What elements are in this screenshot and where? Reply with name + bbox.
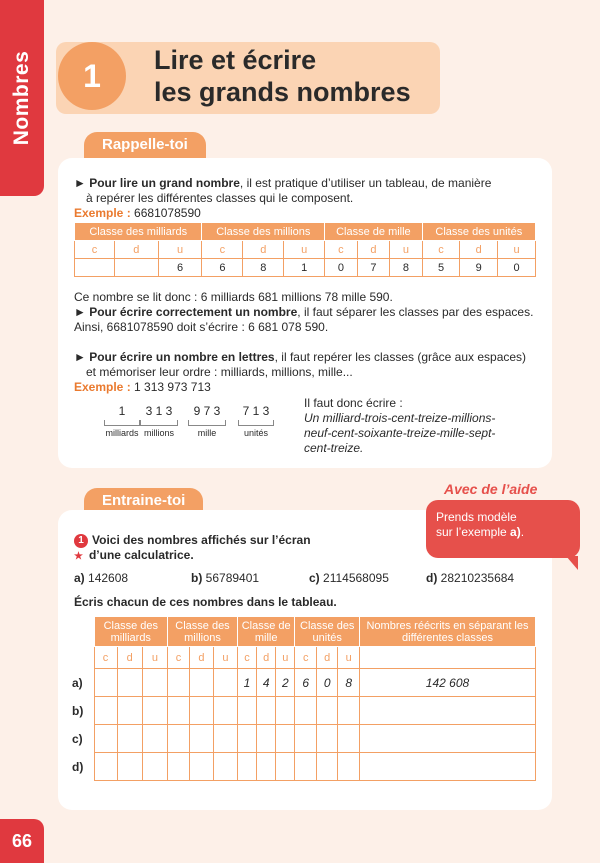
digit-cell[interactable] <box>94 697 117 725</box>
digit-cell[interactable] <box>117 697 142 725</box>
digit-cell[interactable] <box>257 753 276 781</box>
place-label: d <box>189 647 213 669</box>
help-title: Avec de l’aide <box>444 481 538 497</box>
class-group-units: 7 1 3 unités <box>238 404 274 438</box>
digit-cell[interactable] <box>213 669 237 697</box>
rappel-paragraph-3: ► Pour écrire un nombre en lettres, il faut repérer les classes (grâce aux espaces) et mémoriser leur ordre : milliards, millions, mille... <box>74 350 527 379</box>
digit-cell[interactable] <box>142 753 167 781</box>
rewritten-cell[interactable] <box>360 753 536 781</box>
digit-cell: 9 <box>460 259 498 277</box>
digit-cell[interactable] <box>117 725 142 753</box>
digit-cell: 0 <box>325 259 357 277</box>
digit-cell[interactable] <box>189 725 213 753</box>
written-example: Il faut donc écrire : Un milliard-trois-cent-treize-millions- neuf-cent-soixante-treize-mille-sept- cent-treize. <box>304 396 496 455</box>
digit-cell[interactable] <box>142 725 167 753</box>
digit-cell <box>75 259 115 277</box>
digit-cell[interactable]: 2 <box>276 669 295 697</box>
row-label: c) <box>72 725 94 753</box>
digit-cell[interactable] <box>189 669 213 697</box>
digit-cell[interactable] <box>295 725 316 753</box>
row-label: b) <box>72 697 94 725</box>
exercise-number-badge: 1 <box>74 534 88 548</box>
digit-cell[interactable] <box>189 753 213 781</box>
place-label: u <box>158 241 202 259</box>
example-line: Exemple : 6681078590 <box>74 206 201 220</box>
digit-cell[interactable] <box>142 669 167 697</box>
rewritten-cell[interactable] <box>360 725 536 753</box>
exercise-instruction: 1 Voici des nombres affichés sur l’écran ★ d’une calculatrice. <box>74 533 311 562</box>
row-label: a) <box>72 669 94 697</box>
place-label: u <box>142 647 167 669</box>
digit-cell[interactable] <box>213 697 237 725</box>
exercise-table: Classe des milliards Classe des millions Classe de mille Classe des unités Nombres réécrits en séparant les différentes classes c d u c d u c d u c d u a) 1 4 2 6 0 8 142 608 b) c) d) <box>72 616 536 781</box>
place-label: c <box>168 647 190 669</box>
rewritten-header-spacer <box>360 647 536 669</box>
place-label: u <box>390 241 423 259</box>
digit-cell[interactable] <box>338 725 360 753</box>
place-label: c <box>202 241 243 259</box>
digit-cell: 6 <box>202 259 243 277</box>
place-label: u <box>213 647 237 669</box>
lesson-number: 1 <box>58 42 126 110</box>
digit-cell[interactable]: 0 <box>316 669 337 697</box>
digit-cell[interactable]: 4 <box>257 669 276 697</box>
digit-cell[interactable] <box>257 725 276 753</box>
digit-cell[interactable]: 1 <box>237 669 256 697</box>
example2-line: Exemple : 1 313 973 713 <box>74 380 211 394</box>
digit-cell[interactable]: 8 <box>338 669 360 697</box>
place-label: c <box>75 241 115 259</box>
digit-cell[interactable] <box>168 725 190 753</box>
rewritten-cell[interactable]: 142 608 <box>360 669 536 697</box>
table-row <box>72 669 536 697</box>
digit-cell: 0 <box>498 259 536 277</box>
class-group-thousands: 9 7 3 mille <box>188 404 226 438</box>
digit-cell[interactable] <box>237 697 256 725</box>
difficulty-star-icon: ★ <box>74 551 83 562</box>
place-label: d <box>114 241 158 259</box>
row-label: d) <box>72 753 94 781</box>
class-group-billions: 1 milliards <box>105 404 139 438</box>
place-label: d <box>243 241 284 259</box>
digit-cell: 8 <box>390 259 423 277</box>
digit-cell[interactable] <box>316 697 337 725</box>
digit-cell[interactable] <box>168 697 190 725</box>
digit-cell[interactable] <box>117 669 142 697</box>
digit-cell[interactable] <box>168 669 190 697</box>
digit-cell[interactable] <box>94 753 117 781</box>
digit-cell[interactable]: 6 <box>295 669 316 697</box>
place-label: u <box>338 647 360 669</box>
digit-cell: 7 <box>357 259 389 277</box>
digit-cell[interactable] <box>237 725 256 753</box>
place-label: c <box>94 647 117 669</box>
place-label: d <box>460 241 498 259</box>
place-label: d <box>357 241 389 259</box>
digit-cell: 8 <box>243 259 284 277</box>
place-label: c <box>422 241 460 259</box>
digit-cell[interactable] <box>142 697 167 725</box>
rappel-paragraph-2: Ce nombre se lit donc : 6 milliards 681 millions 78 mille 590. ► Pour écrire correctement un nombre, il faut séparer les classes par des espaces. Ainsi, 6681078590 doit s’écrire : 6 681 078 590. <box>74 290 534 334</box>
table-row <box>72 697 536 725</box>
chapter-side-tab <box>0 0 44 196</box>
digit-cell[interactable] <box>168 753 190 781</box>
page-number: 66 <box>0 819 44 863</box>
chapter-label: Nombres <box>10 50 33 146</box>
digit-cell[interactable] <box>316 753 337 781</box>
digit-cell: 1 <box>284 259 325 277</box>
digit-cell <box>114 259 158 277</box>
digit-cell[interactable] <box>237 753 256 781</box>
digit-cell[interactable] <box>276 753 295 781</box>
place-value-table-example: Classe des milliards Classe des millions Classe de mille Classe des unités c d u c d u c d u c d u 6 6 8 1 0 7 8 5 9 0 <box>74 222 536 277</box>
place-label: d <box>117 647 142 669</box>
table-row <box>72 725 536 753</box>
digit-cell[interactable] <box>213 753 237 781</box>
entraine-heading: Entraine-toi <box>84 488 203 514</box>
class-group-millions: 3 1 3 millions <box>140 404 178 438</box>
digit-cell[interactable] <box>276 725 295 753</box>
place-label: u <box>284 241 325 259</box>
page-title: Lire et écrire les grands nombres <box>154 45 411 107</box>
digit-cell[interactable] <box>94 725 117 753</box>
place-label: u <box>498 241 536 259</box>
digit-cell[interactable] <box>338 697 360 725</box>
place-label: c <box>325 241 357 259</box>
digit-cell: 6 <box>158 259 202 277</box>
help-bubble: Prends modèle sur l’exemple a). <box>426 500 580 558</box>
digit-cell[interactable] <box>94 669 117 697</box>
rewritten-cell[interactable] <box>360 697 536 725</box>
digit-cell: 5 <box>422 259 460 277</box>
rappel-heading: Rappelle-toi <box>84 132 206 158</box>
digit-cell[interactable] <box>295 697 316 725</box>
place-label: c <box>295 647 316 669</box>
digit-cell[interactable] <box>338 753 360 781</box>
digit-cell[interactable] <box>316 725 337 753</box>
digit-cell[interactable] <box>257 697 276 725</box>
digit-cell[interactable] <box>295 753 316 781</box>
place-label: d <box>316 647 337 669</box>
digit-cell[interactable] <box>117 753 142 781</box>
digit-cell[interactable] <box>213 725 237 753</box>
place-label: d <box>257 647 276 669</box>
table-row <box>72 753 536 781</box>
place-label: c <box>237 647 256 669</box>
instruction-2: Écris chacun de ces nombres dans le tableau. <box>74 595 337 609</box>
digit-cell[interactable] <box>189 697 213 725</box>
digit-cell[interactable] <box>276 697 295 725</box>
place-label: u <box>276 647 295 669</box>
rappel-paragraph-1: ► Pour lire un grand nombre, il est pratique d’utiliser un tableau, de manière à repérer les différentes classes qui le composent. <box>74 176 492 205</box>
